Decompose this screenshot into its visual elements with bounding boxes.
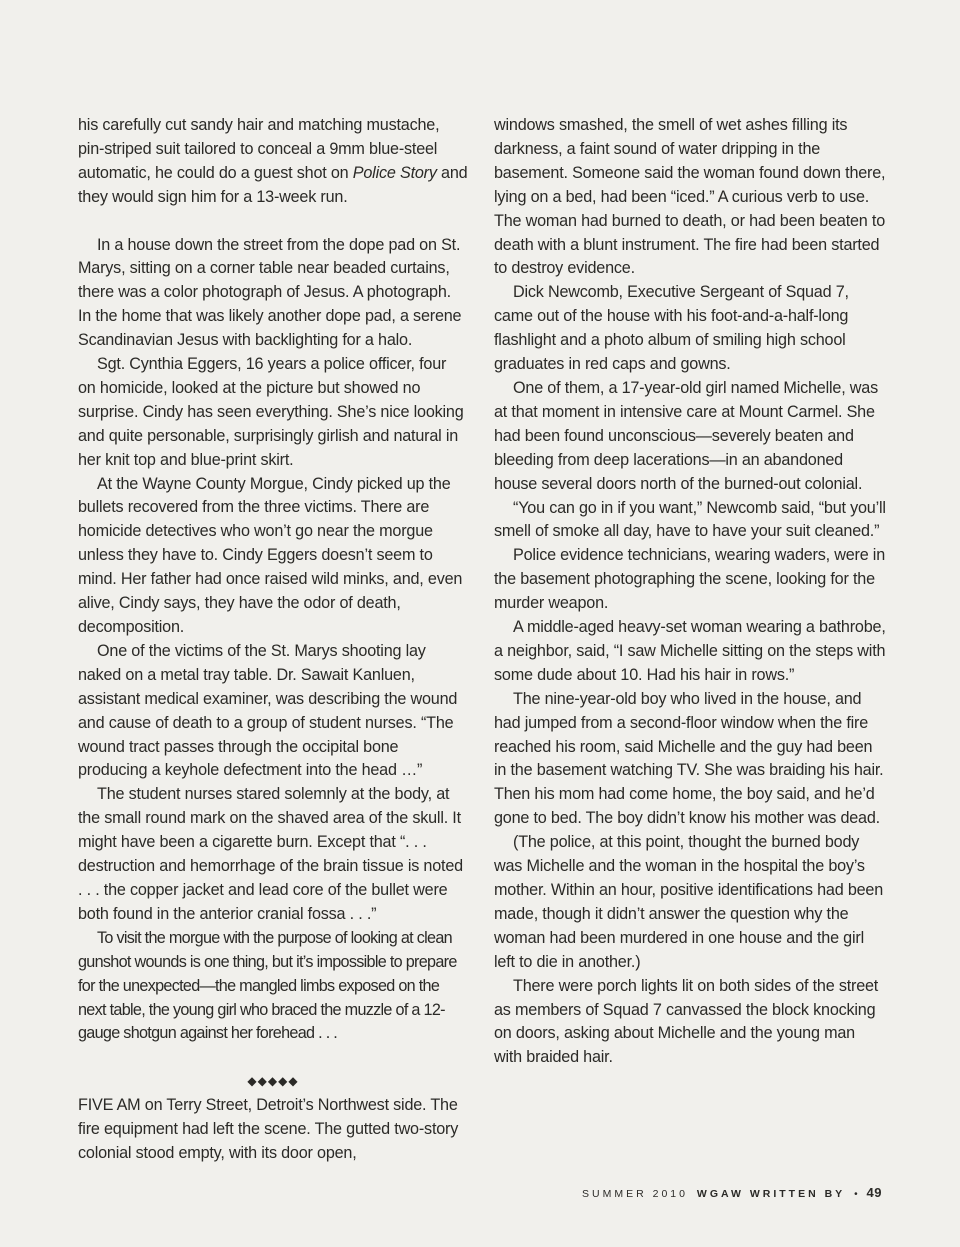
paragraph: Dick Newcomb, Executive Sergeant of Squad 7, came out of the house with his foot-and-a-half-long flashlight and a photo album of smiling high school graduates in red caps and gowns. — [494, 283, 849, 374]
page-footer — [582, 1185, 882, 1203]
right-column — [494, 114, 886, 1070]
paragraph: To visit the morgue with the purpose of looking at clean gunshot wounds is one thing, but it’s impossible to prepare for the unexpected—the mangled limbs exposed on the next table, the young girl who braced the muzzle of a 12-gauge shotgun against her forehead . . . — [78, 928, 457, 1043]
page-number: 49 — [866, 1185, 882, 1200]
paragraph-text: and they would sign him for a 13-week run. — [78, 163, 468, 206]
issue-date: SUMMER 2010 — [582, 1188, 688, 1200]
section-break-ornament: ◆◆◆◆◆ — [247, 1074, 299, 1089]
paragraph: One of the victims of the St. Marys shooting lay naked on a metal tray table. Dr. Sawait Kanluen, assistant medical examiner, was describing the wound and cause of death to a group of student nurses. “The wound tract passes through the occipital bone producing a keyhole defectment into the head …” — [78, 641, 458, 780]
paragraph: At the Wayne County Morgue, Cindy picked up the bullets recovered from the three victims. There are homicide detectives who won’t go near the morgue unless they have to. Cindy Eggers doesn’t seem to mind. Her father had once raised wild minks, and, even alive, Cindy says, they have the odor of death, decomposition. — [78, 474, 463, 637]
paragraph: In a house down the street from the dope pad on St. Marys, sitting on a corner table near beaded curtains, there was a color photograph of Jesus. A photograph. In the home that was likely another dope pad, a serene Scandinavian Jesus with backlighting for a halo. — [78, 235, 462, 350]
paragraph: windows smashed, the smell of wet ashes filling its darkness, a faint sound of water dripping in the basement. Someone said the woman found down there, lying on a bed, had been “iced.” A curious verb to use. The woman had burned to death, or had been beaten to death with a blunt instrument. The fire had been started to destroy evidence. — [494, 116, 886, 278]
paragraph — [78, 114, 468, 210]
paragraph: The student nurses stared solemnly at the body, at the small round mark on the shaved area of the skull. It might have been a cigarette burn. Except that “. . . destruction and hemorrhage of the brain tissue is noted . . . the copper jacket and lead core of the bullet were both found in the anterior cranial fossa . . .” — [78, 785, 463, 923]
paragraph: Police evidence technicians, wearing waders, were in the basement photographing the scene, looking for the murder weapon. — [494, 546, 886, 613]
paragraph: “You can go in if you want,” Newcomb said, “but you’ll smell of smoke all day, have to have your suit cleaned.” — [494, 498, 886, 541]
paragraph-text: his carefully cut sandy hair and matching mustache, pin-striped suit tailored to conceal a 9mm blue-steel automatic, he could do a guest shot on — [78, 116, 440, 182]
paragraph: The nine-year-old boy who lived in the house, and had jumped from a second-floor window when the fire reached his room, said Michelle and the guy had been in the basement watching TV. She was braiding his hair. Then his mom had come home, the boy said, and he’d gone to bed. The boy didn’t know his mother was dead. — [494, 689, 884, 828]
paragraph: A middle-aged heavy-set woman wearing a bathrobe, a neighbor, said, “I saw Michelle sitting on the steps with some dude about 10. Had his hair in rows.” — [494, 618, 886, 684]
paragraph: Sgt. Cynthia Eggers, 16 years a police officer, four on homicide, looked at the picture but showed no surprise. Cindy has seen everything. She’s nice looking and quite personable, surprisingly girlish and natural in her knit top and blue-print skirt. — [78, 355, 464, 469]
italic-title: Police Story — [352, 163, 437, 182]
magazine-name: WGAW WRITTEN BY — [696, 1188, 846, 1200]
paragraph: (The police, at this point, thought the burned body was Michelle and the woman in the hospital the boy’s mother. Within an hour, positive identifications had been made, though it didn’t answer the question why the woman had been murdered in one house and the girl left to die in another.) — [494, 833, 884, 971]
paragraph: There were porch lights lit on both sides of the street as members of Squad 7 canvassed the block knocking on doors, asking about Michelle and the young man with braided hair. — [494, 976, 879, 1067]
left-column — [78, 114, 468, 1166]
paragraph: One of them, a 17-year-old girl named Michelle, was at that moment in intensive care at Mount Carmel. She had been found unconscious—severely beaten and bleeding from deep lacerations—in an abandoned house several doors north of the burned-out colonial. — [494, 378, 878, 493]
bullet-separator: • — [854, 1189, 858, 1200]
paragraph: FIVE AM on Terry Street, Detroit’s Northwest side. The fire equipment had left the scene. The gutted two-story colonial stood empty, with its door open, — [78, 1096, 459, 1162]
